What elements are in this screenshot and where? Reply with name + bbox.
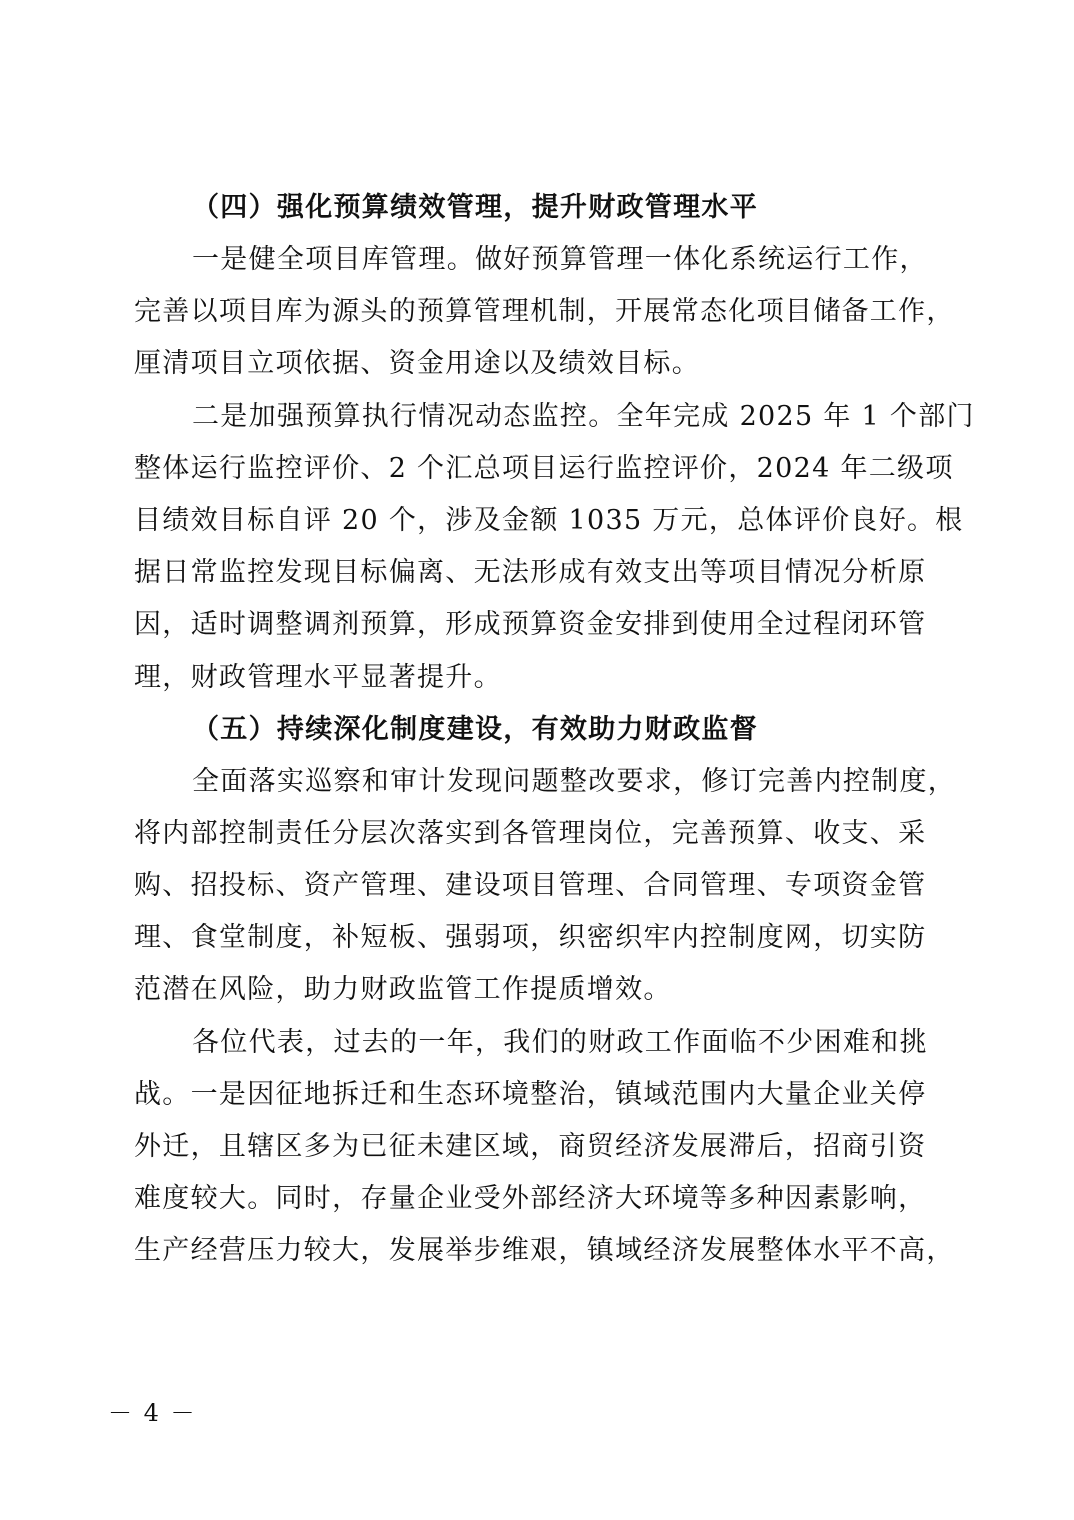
text-line: 难度较大。同时，存量企业受外部经济大环境等多种因素影响， [134,1183,927,1215]
text-line: 购、招投标、资产管理、建设项目管理、合同管理、专项资金管 [134,870,927,902]
text-line: 全面落实巡察和审计发现问题整改要求，修订完善内控制度， [192,765,957,797]
paragraph-budget-monitoring [134,391,975,704]
text-line: 厘清项目立项依据、资金用途以及绩效目标。 [134,348,700,380]
text-line: 据日常监控发现目标偏离、无法形成有效支出等项目情况分析原 [134,557,927,589]
text-line: 目绩效目标自评 20 个，涉及金额 1035 万元，总体评价良好。根 [134,504,964,536]
paragraph-project-library [134,234,955,391]
text-line: 战。一是因征地拆迁和生态环境整治，镇域范围内大量企业关停 [134,1078,927,1110]
text-line: 生产经营压力较大，发展举步维艰，镇域经济发展整体水平不高， [134,1235,955,1267]
text-line: 一是健全项目库管理。做好预算管理一体化系统运行工作， [192,244,928,275]
paragraph-internal-control [134,756,957,1017]
text-line: 外迁，且辖区多为已征未建区域，商贸经济发展滞后，招商引资 [134,1131,927,1162]
text-line: 二是加强预算执行情况动态监控。全年完成 2025 年 1 个部门 [192,400,975,432]
text-line: 理，财政管理水平显著提升。 [134,661,502,693]
page-number: － 4 － [108,1399,197,1427]
text-line: 完善以项目库为源头的预算管理机制，开展常态化项目储备工作， [134,296,955,328]
document-body [134,182,975,1278]
section-heading-5: （五）持续深化制度建设，有效助力财政监督 [192,713,758,745]
text-line: 将内部控制责任分层次落实到各管理岗位，完善预算、收支、采 [134,817,927,849]
section-heading-4: （四）强化预算绩效管理，提升财政管理水平 [192,192,758,223]
text-line: 范潜在风险，助力财政监管工作提质增效。 [134,974,672,1006]
text-line: 各位代表，过去的一年，我们的财政工作面临不少困难和挑 [192,1026,928,1058]
text-line: 理、食堂制度，补短板、强弱项，织密织牢内控制度网，切实防 [134,922,927,954]
paragraph-challenges [134,1017,955,1278]
text-line: 因，适时调整调剂预算，形成预算资金安排到使用全过程闭环管 [134,609,927,641]
text-line: 整体运行监控评价、2 个汇总项目运行监控评价，2024 年二级项 [134,452,954,484]
